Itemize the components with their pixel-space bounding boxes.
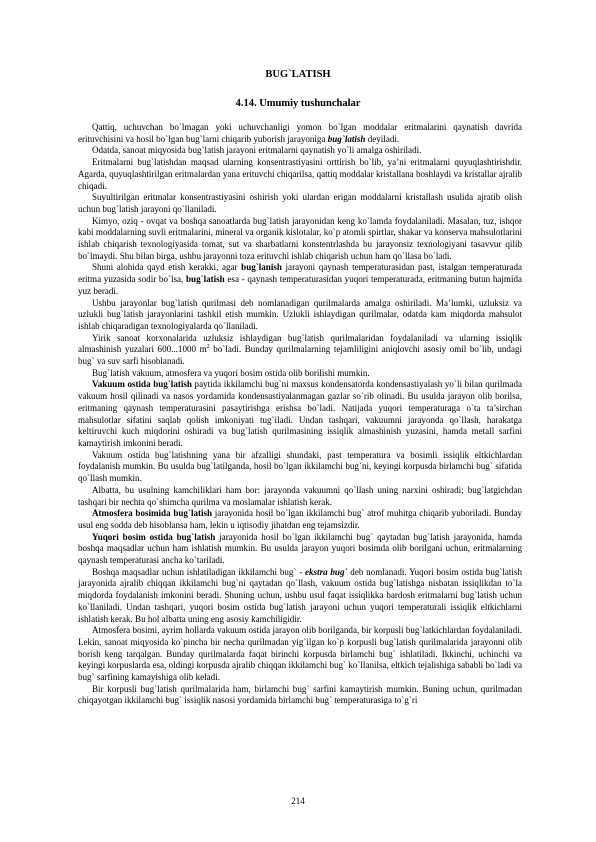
paragraph: Shuni alohida qayd etish kerakki, agar bug`lanish jarayoni qaynash temperaturasidan past, istalgan temperaturada eritma yuzasida sodir bo`lsa, bug`latish esa - qaynash temperaturasidan yuqori temperaturada, eritmaning butun hajmida yuz beradi. <box>78 262 522 296</box>
paragraph: Bug`latish vakuum, atmosfera va yuqori bosim ostida olib borilishi mumkin. <box>92 367 370 378</box>
paragraph: Atmosfera bosimida bug`latish jarayonida hosil bo`lgan ikkilamchi bug` atrof muhitga chiqarib yuboriladi. Bunday usul eng sodda deb hisoblansa ham, lekin u iqtisodiy jihatdan eng tejamsizdir. <box>78 508 522 530</box>
paragraph: Kimyo, oziq - ovqat va boshqa sanoatlarda bug`latish jarayonidan keng ko`lamda foydalaniladi. Masalan, tuz, ishqor kabi moddalarning suvli eritmalarini, mineral va organik kislotalar, ko`p atomli spirtlar, shakar va konserva mahsulotlarini ishlab chiqarish texnologiyasida tomat, sut va sharbatlarni konstentrlashda bu jarayonsiz texnologiyani tasavvur qilib bo`lmaydi. Shu bilan birga, ushbu jarayonni toza erituvchi ishlab chiqarish uchun ham qo`llasa bo`ladi. <box>78 215 522 261</box>
paragraph: Vakuum ostida bug`latishning yana bir afzalligi shundaki, past temperatura va bosimli issiqlik eltkichlardan foydalanish mumkin. Bu usulda bug`latilganda, hosil bo`lgan ikkilamchi bug`ni, keyingi korpusda birlamchi bug` sifatida qo`llash mumkin. <box>78 449 522 484</box>
paragraph: Qattiq, uchuvchan bo`lmagan yoki uchuvchanligi yomon bo`lgan moddalar eritmalarini qaynatish davrida erituvchisini va hosil bo`lgan bug`larni chiqarib yuborish jarayoniga bug`latish deyiladi. <box>78 122 522 144</box>
section-title: BUG`LATISH <box>265 69 331 80</box>
paragraph: Odatda, sanoat miqyosida bug`latish jarayoni eritmalarni qaynatish yo`li amalga oshiriladi. <box>92 145 422 156</box>
paragraph: Bir korpusli bug`latish qurilmalarida ham, birlamchi bug` sarfini kamaytirish mumkin. Buning uchun, qurilmadan chiqayotgan ikkilamchi bug` issiqlik nasosi yordamida birlamchi bug` temperaturasiga to`g`ri <box>78 683 522 706</box>
paragraph: Albatta, bu usulning kamchiliklari ham bor: jarayonda vakuumni qo`llash uning narxini oshiradi; bug`latgichdan tashqari bir nechta qo`shimcha qurilma va moslamalar ishlatish kerak. <box>78 484 522 507</box>
paragraph: Suyultirilgan eritmalar konsentrastiyasini oshirish yoki ulardan erigan moddalarni kristallash usulida ajratib olish uchun bug`latish jarayoni qo`llaniladi. <box>78 192 522 214</box>
paragraph: Eritmalarni bug`latishdan maqsad ularning konsentrastiyasini orttirish bo`lib, ya’ni eritmalarni quyuqlashtirishdir. Agarda, quyuqlashtirilgan eritmalardan yana erituvchi chiqarilsa, qattiq moddalar kristallana boshlaydi va kristallar ajralib chiqadi. <box>78 157 522 191</box>
page-number: 214 <box>291 796 305 806</box>
subsection-title: 4.14. Umumiy tushunchalar <box>235 98 361 109</box>
paragraph: Vakuum ostida bug`latish paytida ikkilamchi bug`ni maxsus kondensatorda kondensastiyalash yo`li bilan qurilmada vakuum hosil qilinadi va nasos yordamida kondensastiyalanmagan gazlar so`rib olinadi. Bu usulda jarayon olib borilsa, eritmaning qaynash temperaturasini pasaytirishga erishsa bo`ladi. Natijada yuqori temperaturaga o`ta ta’sirchan mahsulotlar sifatini saqlab qolish imkoniyati tug`iladi. Undan tashqari, vakuumni jarayonda qo`llash, harakatga keltiruvchi kuch miqdorini oshiradi va bug`latish qurilmasining issiqlik almashinish yuzasini, hamda metall sarfini kamaytirish imkonini beradi. <box>78 379 522 448</box>
paragraph: Ushbu jarayonlar bug`latish qurilmasi deb nomlanadigan qurilmalarda amalga oshiriladi. Ma’lumki, uzluksiz va uzlukli bug`latish jarayonlarini tashkil etish mumkin. Uzlukli ishlaydigan qurilmalar, odatda kam miqdorda mahsulot ishlab chiqaradigan texnologiyalarda qo`llaniladi. <box>78 297 522 331</box>
paragraph: Yirik sanoat korxonalarida uzluksiz ishlaydigan bug`latish qurilmalaridan foydalaniladi va ularning issiqlik almashinish yuzalari 600...1000 $m^2$ bo`ladi. Bunday qurilmalarning tejamliligini aniqlovchi asosiy omil bo`lib, undagi bug` va suv sarfi hisoblanadi. <box>78 332 522 367</box>
paragraph: Yuqori bosim ostida bug`latish jarayonida hosil bo`lgan ikkilamchi bug` qaytadan bug`latish jarayonida, hamda boshqa maqsadlar uchun ham ishlatish mumkin. Bu usulda jarayon yuqori bosimda olib borilgani uchun, eritmalarning qaynash temperaturasi ancha ko`tariladi. <box>78 531 522 566</box>
body-text <box>78 122 522 707</box>
paragraph: Atmosfera bosimi, ayrim hollarda vakuum ostida jarayon olib borilganda, bir korpusli bug`latkichlardan foydalaniladi. Lekin, sanoat miqyosida ko`pincha bir necha qurilmadan yig`ilgan ko`p korpusli bug`latish qurilmalarida jarayonni olib borish keng tarqalgan. Bunday qurilmalarda faqat birinchi korpusda birlamchi bug` ishlatiladi. Ikkinchi, uchinchi va keyingi korpuslarda esa, oldingi korpusda ajralib chiqqan ikkilamchi bug` ko`llanilsa, eltkich tejalishiga sababli bo`ladi va bug` sarfining kamayishiga olib keladi. <box>78 625 522 683</box>
paragraph: Boshqa maqsadlar uchun ishlatiladigan ikkilamchi bug` - ekstra bug` deb nomlanadi. Yuqori bosim ostida bug`latish jarayonida ajralib chiqqan ikkilamchi bug`ni qaytadan qo`llash, vakuum ostida bug`latishga nisbatan issiqlikdan to`la miqdorda foydalanish imkonini beradi. Shuning uchun, ushbu usul faqat issiqlikka bardosh eritmalarni bug`latish uchun ko`llaniladi. Undan tashqari, yuqori bosim ostida bug`latish jarayoni uchun yuqori temperaturali issiqlik eltkichlarni ishlatish kerak. Bu hol albatta uning eng asosiy kamchiligidir. <box>78 566 522 624</box>
